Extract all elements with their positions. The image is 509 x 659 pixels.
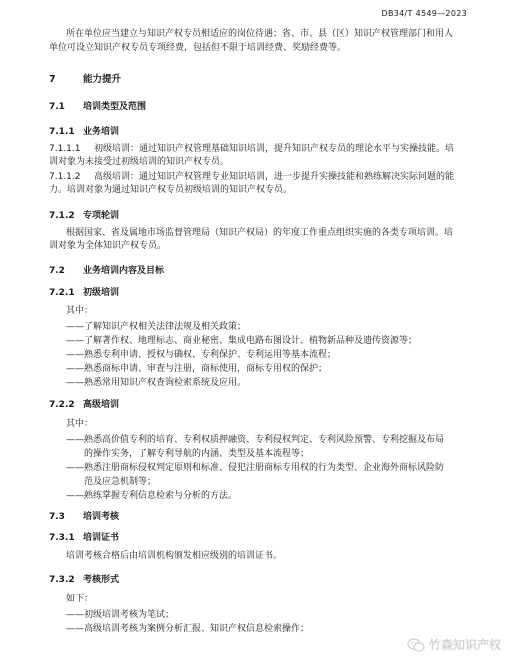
list-item-continuation: 的操作实务，了解专利导航的内涵、类型及基本流程等； (84, 449, 310, 459)
section-7-3-number: 7.3 (49, 512, 65, 522)
section-7-3-1-heading (49, 530, 119, 543)
intro-line-2: 单位可设立知识产权专员专项经费，包括但不限于培训经费、奖励经费等。 (49, 43, 347, 53)
list-item: ——熟悉高价值专利的培育、专利权质押融资、专利侵权判定、专利风险预警、专利挖掘及布局 (66, 435, 445, 445)
list-item: ——初级培训考核为笔试； (66, 610, 175, 620)
section-7-3-2-title: 考核形式 (83, 575, 120, 585)
section-7-3-2-intro: 如下： (66, 594, 94, 604)
section-7-3-title: 培训考核 (83, 512, 120, 522)
section-7-1-1-1-number: 7.1.1.1 (49, 144, 81, 154)
section-7-2-2-heading (49, 397, 119, 410)
section-7-1-heading (49, 99, 146, 112)
list-item: ——了解知识产权相关法律法规及相关政策； (66, 322, 247, 332)
section-7-3-2-number: 7.3.2 (49, 575, 75, 585)
watermark-text: 竹森知识产权 (428, 638, 501, 652)
section-7-title: 能力提升 (83, 74, 122, 85)
section-7-1-number: 7.1 (49, 102, 65, 112)
intro-line-1: 所在单位应当建立与知识产权专员相适应的岗位待遇；省、市、县（区）知识产权管理部门和用人 (66, 29, 454, 39)
section-7-1-2-line-1: 根据国家、省及属地市场监督管理局（知识产权局）的年度工作重点组织实施的各类专项培训。培 (66, 228, 454, 238)
section-7-3-1-number: 7.3.1 (49, 533, 75, 543)
watermark (407, 636, 501, 653)
section-7-1-2-number: 7.1.2 (49, 211, 75, 221)
section-7-1-1-1-line-2: 训对象为未接受过初级培训的知识产权专员。 (49, 157, 230, 167)
section-7-1-1-number: 7.1.1 (49, 127, 75, 137)
section-7-1-1-title: 业务培训 (83, 127, 120, 137)
section-7-1-1-2-number: 7.1.1.2 (49, 172, 81, 182)
section-7-2-2-title: 高级培训 (83, 400, 120, 410)
section-7-2-1-title: 初级培训 (83, 288, 120, 298)
wechat-icon (407, 638, 425, 652)
section-7-2-heading (49, 263, 164, 276)
list-item-continuation: 范及应急机制等； (84, 477, 157, 487)
section-7-heading (49, 71, 121, 85)
section-7-1-2-title: 专项轮训 (83, 211, 120, 221)
document-id: DB34/T 4549—2023 (381, 9, 467, 18)
list-item: ——熟悉注册商标侵权判定原则和标准、侵犯注册商标专用权的行为类型、企业海外商标风险防 (66, 463, 445, 473)
section-7-2-1-number: 7.2.1 (49, 288, 75, 298)
list-item: ——熟悉商标申请、审查与注册，商标使用，商标专用权的保护； (66, 364, 328, 374)
section-7-2-2-number: 7.2.2 (49, 400, 75, 410)
list-item: ——熟练掌握专利信息检索与分析的方法。 (66, 491, 238, 501)
section-7-2-1-heading (49, 285, 119, 298)
section-7-1-title: 培训类型及范围 (83, 102, 147, 112)
section-7-2-1-intro: 其中： (66, 306, 94, 316)
section-7-number: 7 (49, 74, 56, 85)
section-7-1-1-2-line-2: 力。培训对象为通过知识产权专员初级培训的知识产权专员。 (49, 185, 293, 195)
section-7-1-1-2-line-1: 7.1.1.2 高级培训：通过知识产权管理专业知识培训，进一步提升实操技能和熟练解决实际问题的能 (49, 172, 455, 182)
section-7-3-1-title: 培训证书 (83, 533, 120, 543)
section-7-2-title: 业务培训内容及目标 (83, 266, 165, 276)
section-7-3-2-heading (49, 572, 119, 585)
list-item: ——了解著作权、地理标志、商业秘密、集成电路布图设计、植物新品种及遗传资源等； (66, 336, 418, 346)
section-7-1-1-heading (49, 124, 119, 137)
section-7-3-1-text: 培训考核合格后由培训机构颁发相应级别的培训证书。 (66, 551, 283, 561)
section-7-1-1-1-line-1: 7.1.1.1 初级培训：通过知识产权管理基础知识培训，提升知识产权专员的理论水平与实操技能。培 (49, 144, 455, 154)
section-7-1-2-heading (49, 208, 119, 221)
section-7-3-heading (49, 509, 119, 522)
list-item: ——熟悉专利申请、授权与确权、专利保护、专利运用等基本流程； (66, 350, 337, 360)
list-item: ——高级培训考核为案例分析汇报、知识产权信息检索操作； (66, 624, 310, 634)
list-item: ——熟悉常用知识产权查询检索系统及应用。 (66, 378, 247, 388)
section-7-1-2-line-2: 训对象为全体知识产权专员。 (49, 241, 167, 251)
section-7-2-2-intro: 其中： (66, 419, 94, 429)
section-7-2-number: 7.2 (49, 266, 65, 276)
